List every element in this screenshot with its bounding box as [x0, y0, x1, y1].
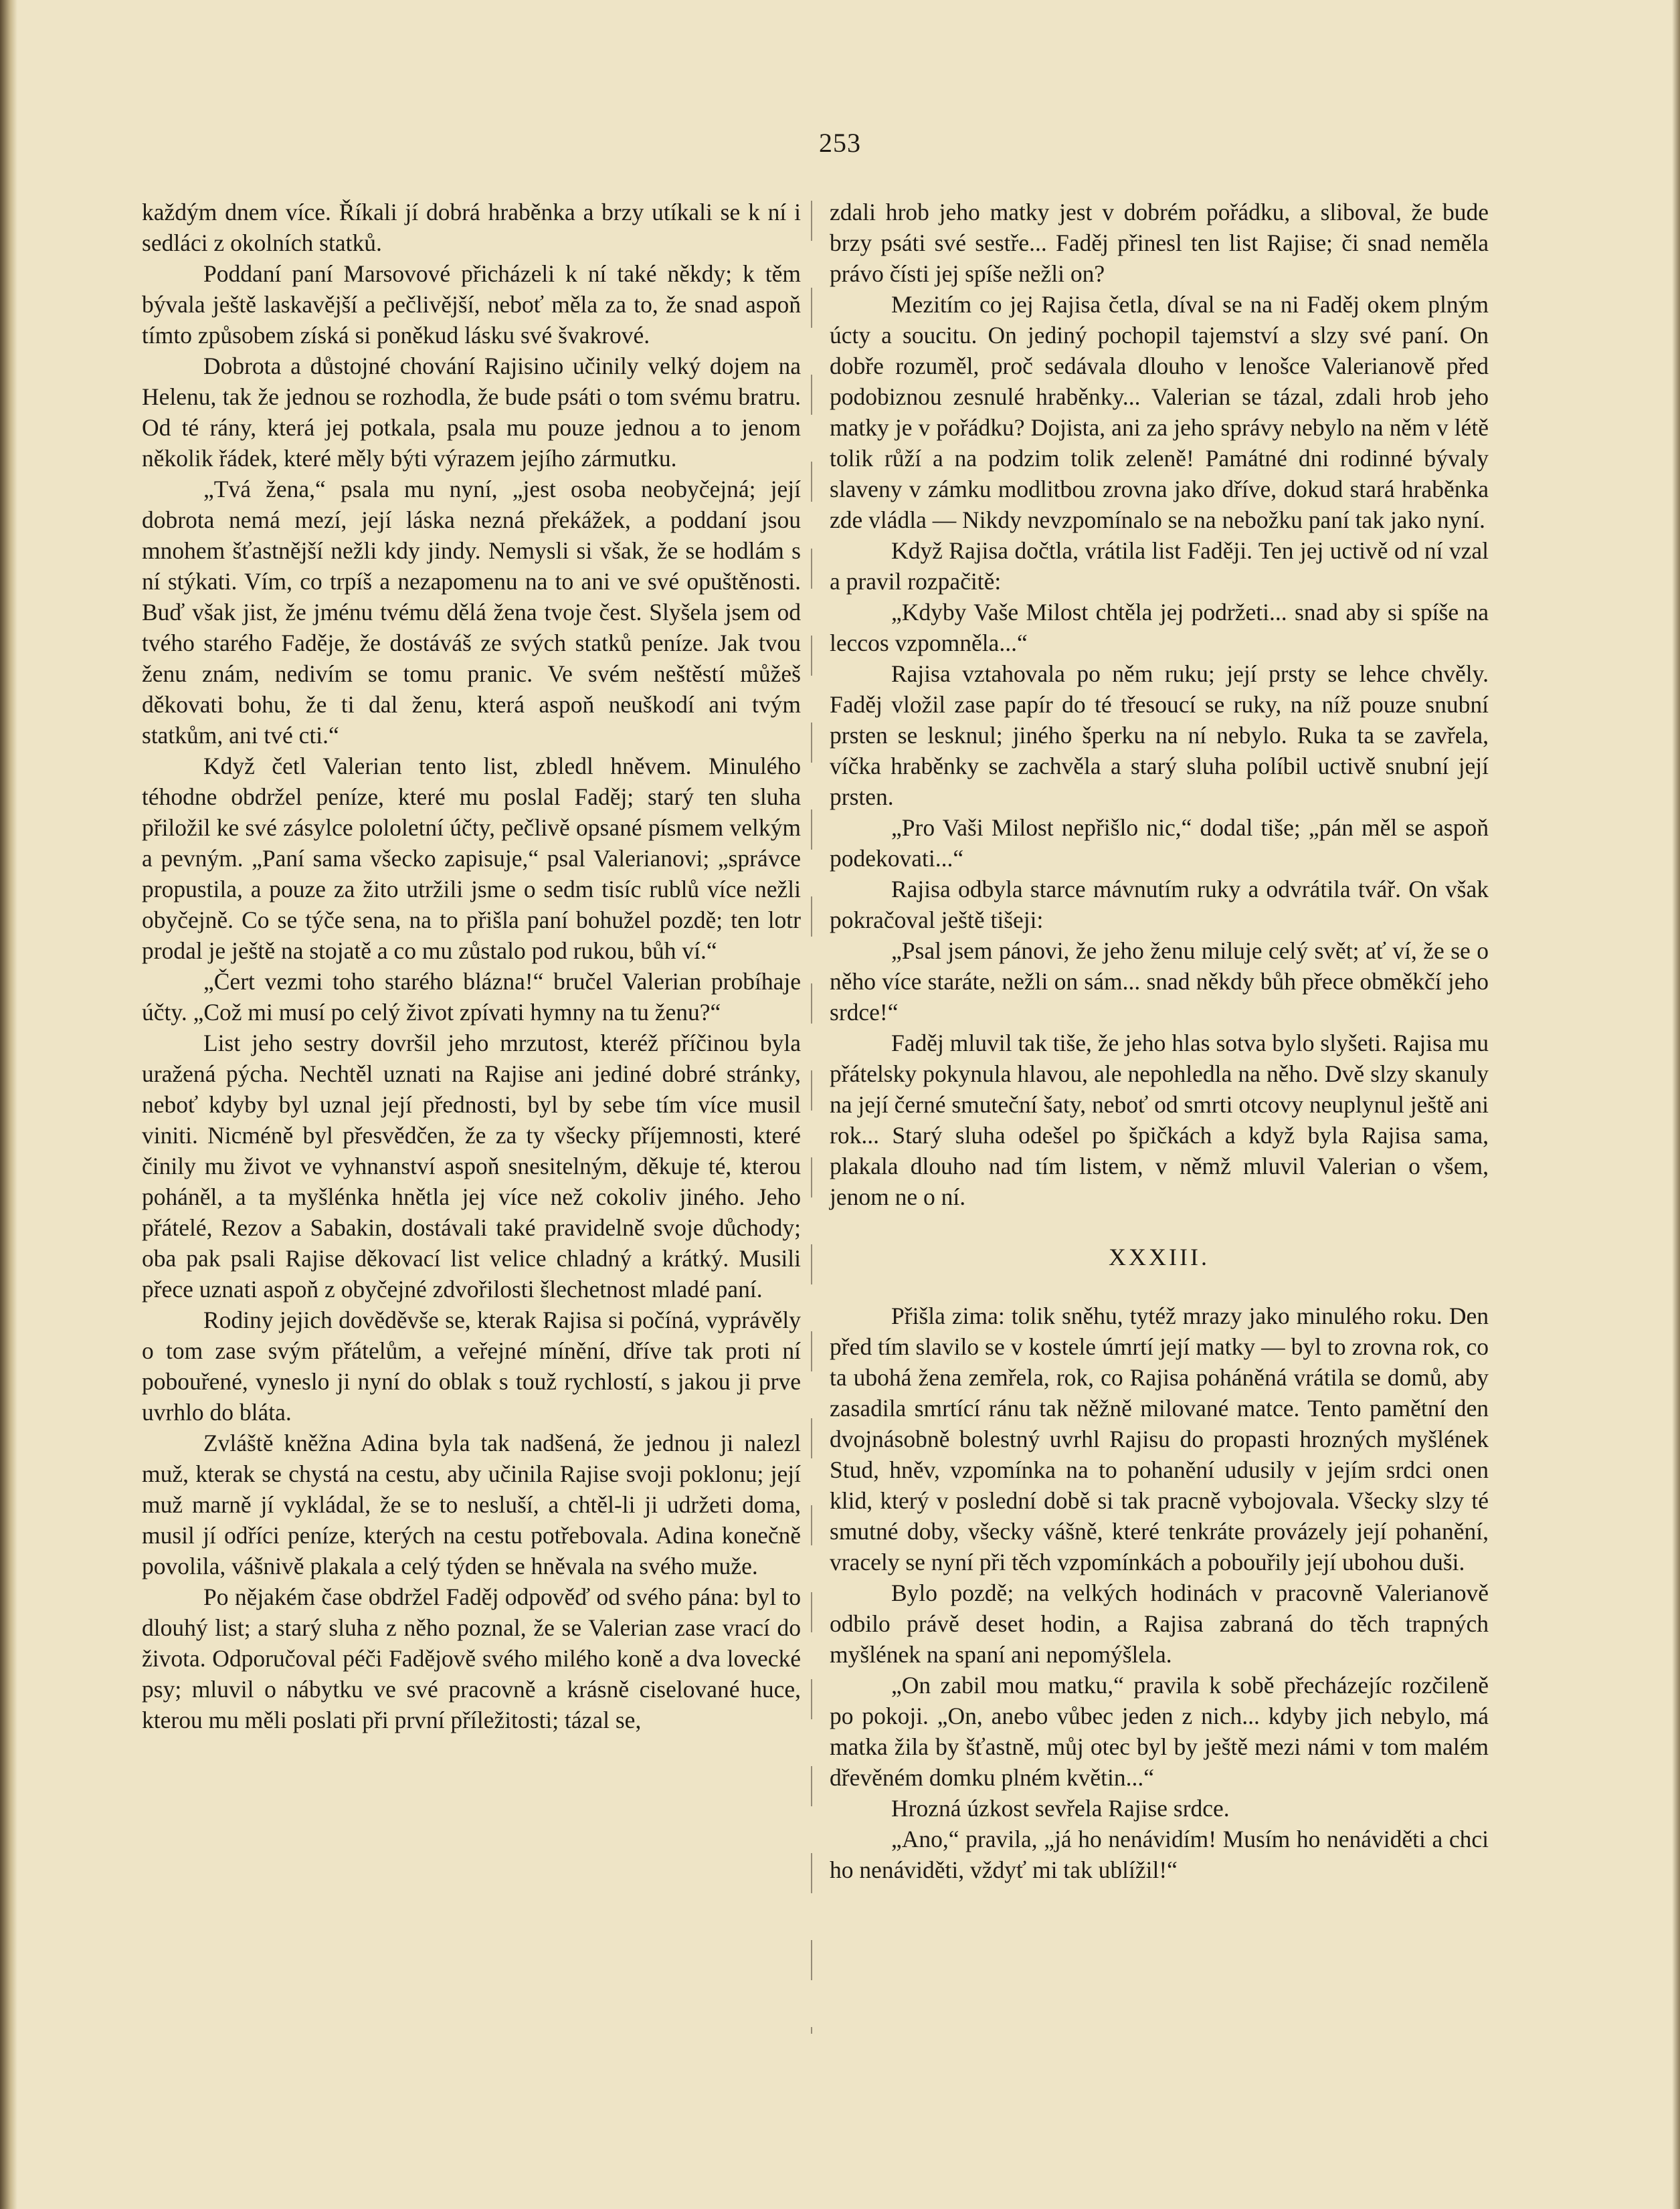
right-column — [830, 197, 1489, 1885]
paragraph: Rodiny jejich dověděvše se, kterak Rajisa si počíná, vyprávěly o tom zase svým přátelům, a veřejné mínění, dříve tak proti ní pobouřené, vyneslo ji nyní do oblak s touž rychlostí, s jakou ji prve uvrhlo do bláta. — [142, 1307, 801, 1426]
paragraph: Rajisa odbyla starce mávnutím ruky a odvrátila tvář. On však pokračoval ještě tišeji: — [830, 876, 1489, 933]
left-column — [142, 197, 801, 1735]
chapter-heading: XXXIII. — [1109, 1244, 1210, 1270]
column-divider — [811, 201, 812, 2034]
paragraph: Když Rajisa dočtla, vrátila list Faději. Ten jej uctivě od ní vzal a pravil rozpačitě: — [830, 537, 1489, 595]
paragraph: Poddaní paní Marsovové přicházeli k ní také někdy; k těm bývala ještě laskavější a pečlivější, neboť měla za to, že snad aspoň tímto způsobem získá si poněkud lásku své švakrové. — [142, 260, 801, 349]
page-binding-edge — [0, 0, 17, 2209]
paragraph: Po nějakém čase obdržel Faděj odpověď od svého pána: byl to dlouhý list; a starý sluha z něho poznal, že se Valerian zase vrací do života. Odporučoval péči Fadějově svého milého koně a dva lovecké psy; mluvil o nábytku ve své pracovně a krásně ciselované huce, kterou mu měli poslati při první příležitosti; tázal se, — [142, 1583, 801, 1733]
paragraph: Zvláště kněžna Adina byla tak nadšená, že jednou ji nalezl muž, kterak se chystá na cestu, aby učinila Rajise svoji poklonu; její muž marně jí vykládal, že se to nesluší, a chtěl-li ji udržeti doma, musil jí odříci peníze, kterých na cestu potřebovala. Adina konečně povolila, vášnivě plakala a celý týden se hněvala na svého muže. — [142, 1430, 801, 1579]
paragraph: „Tvá žena,“ psala mu nyní, „jest osoba neobyčejná; její dobrota nemá mezí, její láska nezná překážek, a poddaní jsou mnohem šťastnější nežli kdy jindy. Nemysli si však, že se hodlám s ní stýkati. Vím, co trpíš a nezapomenu na to ani ve své opuštěnosti. Buď však jist, že jménu tvému dělá žena tvoje čest. Slyšela jsem od tvého starého Faděje, že dostáváš ze svých statků peníze. Jak tvou ženu znám, nedivím se tomu pranic. Ve svém neštěstí můžeš děkovati bohu, že ti dal ženu, která aspoň neuškodí ani tvým statkům, ani tvé cti.“ — [142, 476, 801, 749]
page-outer-edge — [1672, 0, 1680, 2209]
paragraph: Rajisa vztahovala po něm ruku; její prsty se lehce chvěly. Faděj vložil zase papír do té třesoucí se ruky, na níž pouze snubní prsten se lesknul; jiného šperku na ní nebylo. Ruka ta se zavřela, víčka hraběnky se zachvěla a starý sluha políbil uctivě snubní její prsten. — [830, 660, 1489, 810]
paragraph: každým dnem více. Říkali jí dobrá hraběnka a brzy utíkali se k ní i sedláci z okolních statků. — [142, 199, 801, 256]
paragraph: Když četl Valerian tento list, zbledl hněvem. Minulého téhodne obdržel peníze, které mu poslal Faděj; starý ten sluha přiložil ke své zásylce pololetní účty, pečlivě opsané písmem velkým a pevným. „Paní sama všecko zapisuje,“ psal Valerianovi; „správce propustila, a pouze za žito utržili jsme o sedm tisíc rublů více nežli obyčejně. Co se týče sena, na to přišla paní bohužel pozdě; ten lotr prodal je ještě na stojatě a co mu zůstalo pod rukou, bůh ví.“ — [142, 753, 801, 964]
paragraph: Mezitím co jej Rajisa četla, díval se na ni Faděj okem plným úcty a soucitu. On jediný pochopil tajemství a slzy své paní. On dobře rozuměl, proč sedávala dlouho v lenošce Valerianově před podobiznou zesnulé hraběnky... Valerian se tázal, zdali hrob jeho matky je v pořádku? Dojista, ani za jeho správy nebylo na něm v létě tolik růží a na podzim tolik zeleně! Památné dni rodinné bývaly slaveny v zámku modlitbou zrovna jako dříve, dokud stará hraběnka zde vládla — Nikdy nevzpomínalo se na nebožku paní tak jako nyní. — [830, 291, 1489, 533]
paragraph: Přišla zima: tolik sněhu, tytéž mrazy jako minulého roku. Den před tím slavilo se v kostele úmrtí její matky — byl to zrovna rok, co ta ubohá žena zemřela, rok, co Rajisa poháněná vrátila se domů, aby zasadila smrtící ránu tak něžně milované matce. Tento pamětní den dvojnásobně bolestný uvrhl Rajisu do propasti hrozných myšlének Stud, hněv, vzpomínka na to pohanění udusily v jejím srdci onen klid, který v poslední době si tak pracně vybojovala. Všecky slzy té smutné doby, všecky vášně, které tenkráte provázely její pohanění, vracely se nyní při těch vzpomínkách a pobouřily její ubohou duši. — [830, 1303, 1489, 1575]
paragraph: „Ano,“ pravila, „já ho nenávidím! Musím ho nenáviděti a chci ho nenáviděti, vždyť mi tak ublížil!“ — [830, 1826, 1489, 1883]
paragraph: Hrozná úzkost sevřela Rajise srdce. — [891, 1795, 1230, 1822]
paragraph: zdali hrob jeho matky jest v dobrém pořádku, a sliboval, že bude brzy psáti své sestře... Faděj přinesl ten list Rajise; či snad neměla právo čísti jej spíše nežli on? — [830, 199, 1489, 287]
paragraph: List jeho sestry dovršil jeho mrzutost, kteréž příčinou byla uražená pýcha. Nechtěl uznati na Rajise ani jediné dobré stránky, neboť kdyby byl uznal její přednosti, byl by sebe tím více musil viniti. Nicméně byl přesvědčen, že za ty všecky příjemnosti, které činily mu život ve vyhnanství aspoň snesitelným, děkuje té, kterou poháněl, a ta myšlénka hnětla jej více než cokoliv jiného. Jeho přátelé, Rezov a Sabakin, dostávali také pravidelně svoje důchody; oba pak psali Rajise děkovací list velice chladný a krátký. Musili přece uznati aspoň z obyčejné zdvořilosti šlechetnost mladé paní. — [142, 1030, 801, 1303]
page-number: 253 — [819, 128, 861, 158]
paragraph: Dobrota a důstojné chování Rajisino učinily velký dojem na Helenu, tak že jednou se rozhodla, že bude psáti o tom svému bratru. Od té rány, která jej potkala, psala mu pouze jednou a to jenom několik řádek, které měly býti výrazem jejího zármutku. — [142, 353, 801, 472]
paragraph: Bylo pozdě; na velkých hodinách v pracovně Valerianově odbilo právě deset hodin, a Rajisa zabraná do těch trapných myšlének na spaní ani nepomýšlela. — [830, 1579, 1489, 1668]
paragraph: „Psal jsem pánovi, že jeho ženu miluje celý svět; ať ví, že se o něho více staráte, nežli on sám... snad někdy bůh přece obměkčí jeho srdce!“ — [830, 937, 1489, 1026]
paragraph: „Čert vezmi toho starého blázna!“ bručel Valerian probíhaje účty. „Což mi musí po celý život zpívati hymny na tu ženu?“ — [142, 968, 801, 1026]
paragraph: „Kdyby Vaše Milost chtěla jej podržeti... snad aby si spíše na leccos vzpomněla...“ — [830, 599, 1489, 656]
paragraph: „Pro Vaši Milost nepřišlo nic,“ dodal tiše; „pán měl se aspoň podekovati...“ — [830, 814, 1489, 872]
paragraph: Faděj mluvil tak tiše, že jeho hlas sotva bylo slyšeti. Rajisa mu přátelsky pokynula hlavou, ale nepohledla na něho. Dvě slzy skanuly na její černé smuteční šaty, neboť od smrti otcovy neuplynul ještě ani rok... Starý sluha odešel po špičkách a když byla Rajisa sama, plakala dlouho nad tím listem, v němž mluvil Valerian o všem, jenom ne o ní. — [830, 1030, 1489, 1210]
paragraph: „On zabil mou matku,“ pravila k sobě přecházejíc rozčileně po pokoji. „On, anebo vůbec jeden z nich... kdyby jich nebylo, má matka žila by šťastně, můj otec byl by ještě mezi námi v tom malém dřevěném domku plném květin...“ — [830, 1672, 1489, 1791]
